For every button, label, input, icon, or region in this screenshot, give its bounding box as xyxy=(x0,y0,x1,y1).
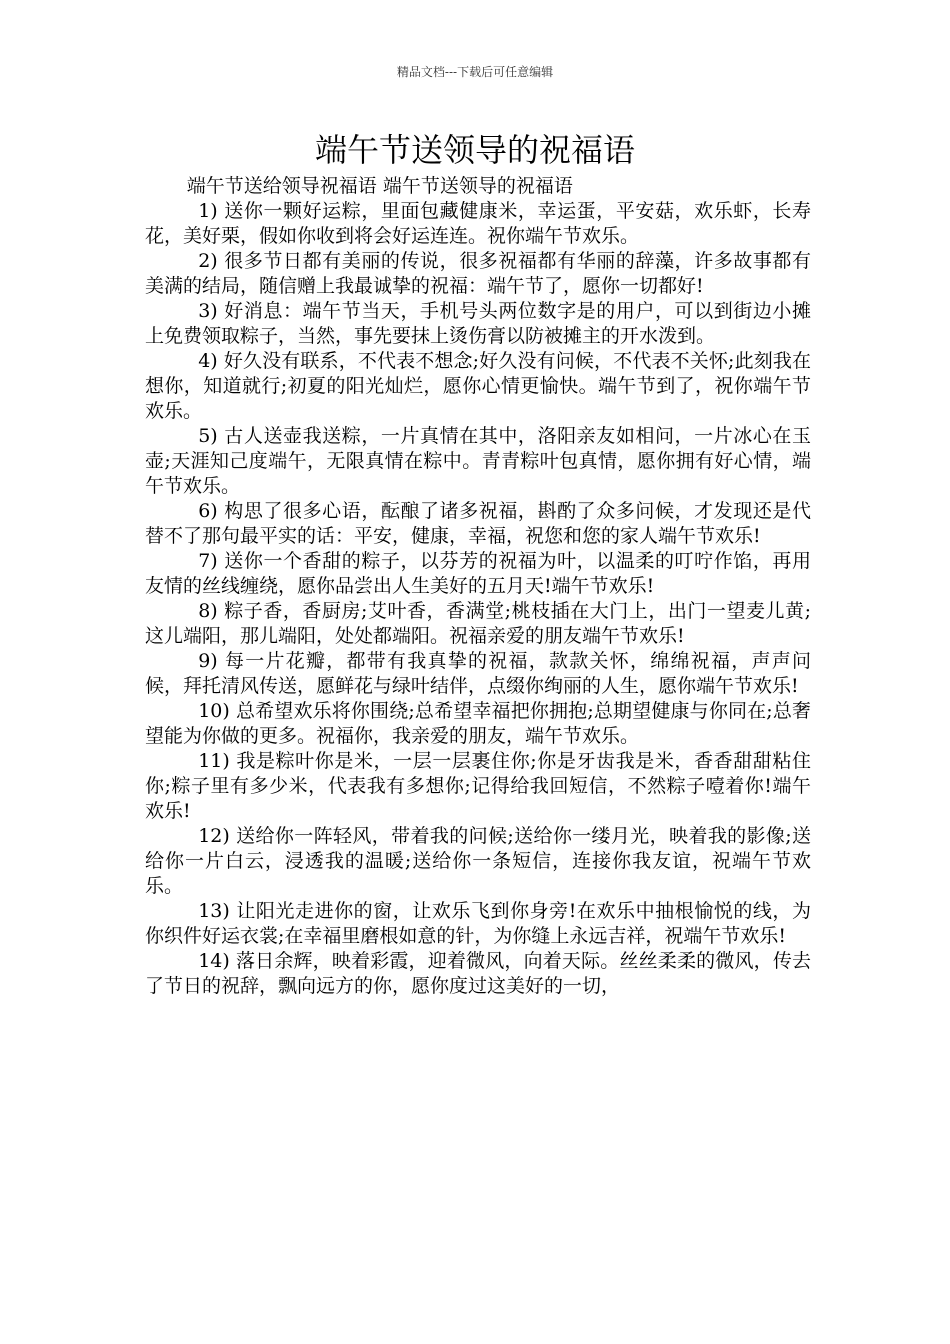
paragraph-6: 6) 构思了很多心语，酝酿了诸多祝福，斟酌了众多问候，才发现还是代替不了那句最平实的话：平安，健康，幸福，祝您和您的家人端午节欢乐! xyxy=(145,500,811,547)
paragraph-5: 5) 古人送壶我送粽，一片真情在其中，洛阳亲友如相问，一片冰心在玉壶;天涯知己度端午，无限真情在粽中。青青粽叶包真情，愿你拥有好心情，端午节欢乐。 xyxy=(145,425,811,497)
document-title: 端午节送领导的祝福语 xyxy=(314,131,635,169)
paragraph-13: 13) 让阳光走进你的窗，让欢乐飞到你身旁!在欢乐中抽根愉悦的线，为你织件好运衣裳;在幸福里磨根如意的针，为你缝上永远吉祥，祝端午节欢乐! xyxy=(145,900,811,947)
paragraph-9: 9) 每一片花瓣，都带有我真挚的祝福，款款关怀，绵绵祝福，声声问候，拜托清风传送，愿鲜花与绿叶结伴，点缀你绚丽的人生，愿你端午节欢乐! xyxy=(145,650,811,697)
paragraph-7: 7) 送你一个香甜的粽子，以芬芳的祝福为叶，以温柔的叮咛作馅，再用友情的丝线缠绕，愿你品尝出人生美好的五月天!端午节欢乐! xyxy=(145,550,811,597)
paragraph-1: 1) 送你一颗好运粽，里面包藏健康米，幸运蛋，平安菇，欢乐虾，长寿花，美好栗，假如你收到将会好运连连。祝你端午节欢乐。 xyxy=(145,200,811,247)
paragraph-14: 14) 落日余辉，映着彩霞，迎着微风，向着天际。丝丝柔柔的微风，传去了节日的祝辞，飘向远方的你，愿你度过这美好的一切， xyxy=(145,950,811,997)
document-body xyxy=(145,174,811,999)
paragraph-12: 12) 送给你一阵轻风，带着我的问候;送给你一缕月光，映着我的影像;送给你一片白云，浸透我的温暖;送给你一条短信，连接你我友谊，祝端午节欢乐。 xyxy=(145,825,811,897)
paragraph-3: 3) 好消息：端午节当天，手机号头两位数字是的用户，可以到街边小摊上免费领取粽子，当然，事先要抹上烫伤膏以防被摊主的开水泼到。 xyxy=(145,300,811,347)
paragraph-10: 10) 总希望欢乐将你围绕;总希望幸福把你拥抱;总期望健康与你同在;总奢望能为你做的更多。祝福你，我亲爱的朋友，端午节欢乐。 xyxy=(145,700,811,747)
paragraph-4: 4) 好久没有联系，不代表不想念;好久没有问候，不代表不关怀;此刻我在想你，知道就行;初夏的阳光灿烂，愿你心情更愉快。端午节到了，祝你端午节欢乐。 xyxy=(145,350,811,422)
header-note: 精品文档---下载后可任意编辑 xyxy=(396,65,554,79)
paragraph-8: 8) 粽子香，香厨房;艾叶香，香满堂;桃枝插在大门上，出门一望麦儿黄;这儿端阳，那儿端阳，处处都端阳。祝福亲爱的朋友端午节欢乐! xyxy=(145,600,811,647)
paragraph-11: 11) 我是粽叶你是米，一层一层裹住你;你是牙齿我是米，香香甜甜粘住你;粽子里有多少米，代表我有多想你;记得给我回短信，不然粽子噎着你!端午欢乐! xyxy=(145,750,811,822)
paragraph-2: 2) 很多节日都有美丽的传说，很多祝福都有华丽的辞藻，许多故事都有美满的结局，随信赠上我最诚挚的祝福：端午节了，愿你一切都好! xyxy=(145,250,811,297)
document-subtitle: 端午节送给领导祝福语 端午节送领导的祝福语 xyxy=(186,175,573,197)
